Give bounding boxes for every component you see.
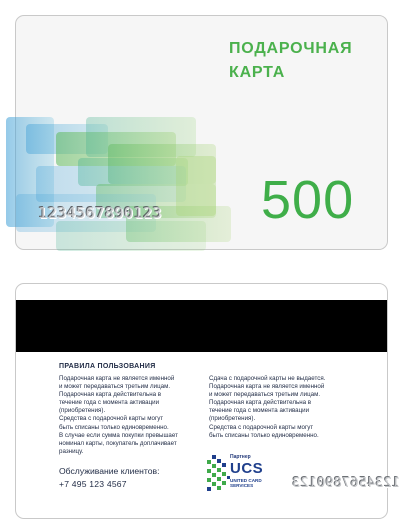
rules-line: номинал карты, покупатель доплачивает — [59, 439, 177, 447]
rules-line: Сдача с подарочной карты не выдается. — [209, 375, 326, 382]
rules-heading: ПРАВИЛА ПОЛЬЗОВАНИЯ — [59, 363, 156, 370]
gift-card-back — [15, 283, 401, 519]
rules-line: Подарочная карта не является именной — [59, 375, 175, 382]
card-title-line-2: КАРТА — [229, 64, 286, 81]
gift-card-front — [15, 15, 388, 250]
rules-text-right — [209, 375, 369, 440]
rules-line: Подарочная карта не является именной — [209, 383, 325, 391]
rules-line: течение года с момента активации — [59, 399, 160, 407]
rules-line: (приобретения). — [59, 407, 106, 415]
embossed-card-number: 1234567890123 — [38, 204, 162, 222]
rules-line: В случае если сумма покупки превышает — [59, 431, 178, 439]
rules-line: быть списаны только единовременно. — [209, 431, 319, 439]
rules-line: (приобретения). — [209, 415, 256, 423]
rules-line: Средства с подарочной карты могут — [59, 415, 164, 423]
rules-line: разницу. — [59, 447, 84, 455]
mirrored-embossed-number: 1234567890123 — [292, 475, 401, 491]
customer-service-label: Обслуживание клиентов: — [59, 466, 160, 476]
rules-line: Подарочная карта действительна в — [209, 399, 312, 407]
ucs-logo-name: UCS — [230, 460, 264, 477]
rules-line: и может передаваться третьим лицам. — [59, 383, 171, 391]
customer-service-phone: +7 495 123 4567 — [59, 479, 127, 489]
card-amount: 500 — [261, 170, 355, 230]
rules-line: и может передаваться третьим лицам. — [209, 391, 321, 399]
rules-line: Подарочная карта действительна в — [59, 391, 162, 399]
ucs-partner-label: Партнер — [230, 454, 251, 460]
rules-line: быть списаны только единовременно. — [59, 423, 169, 431]
card-title-line-1: ПОДАРОЧНАЯ — [229, 40, 353, 57]
magnetic-stripe — [16, 300, 387, 352]
rules-line: Средства с подарочной карты могут — [209, 423, 314, 431]
rules-text-left — [59, 375, 201, 456]
ucs-logo-subtitle: UNITED CARD SERVICES — [230, 478, 262, 489]
rules-line: течение года с момента активации — [209, 407, 310, 415]
card-title — [229, 37, 384, 85]
